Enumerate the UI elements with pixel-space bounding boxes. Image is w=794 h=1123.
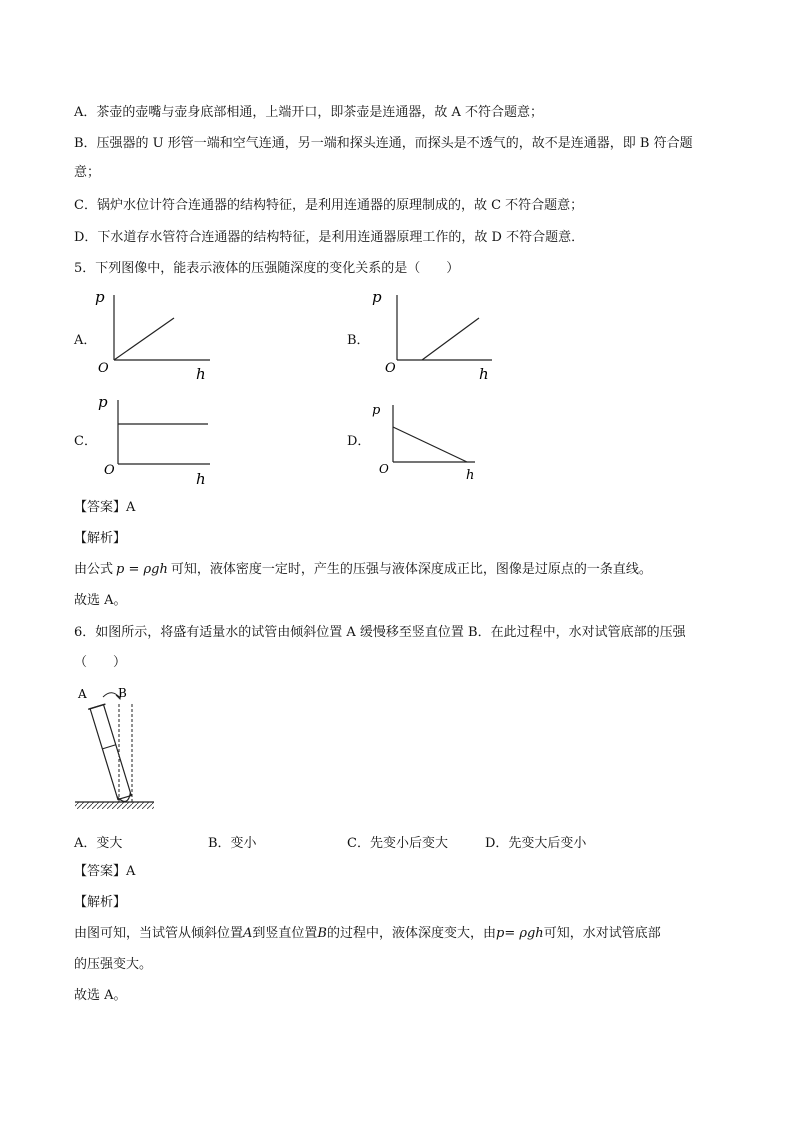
q5-graph-a-h: h bbox=[196, 365, 206, 383]
q6-option-b[interactable]: B．变小 bbox=[208, 836, 257, 851]
q5-graph-b-p: p bbox=[372, 288, 382, 306]
q5-answer: 【答案】A bbox=[74, 500, 136, 515]
q6-formula: p= ρgh bbox=[496, 926, 544, 941]
q4-explain-b-cont: 意； bbox=[74, 165, 101, 180]
q4-explain-c: C．锅炉水位计符合连通器的结构特征，是利用连通器的原理制成的，故 C 不符合题意； bbox=[74, 198, 584, 213]
q6-label-b: B bbox=[118, 686, 127, 700]
q5-option-b-label: B． bbox=[347, 333, 370, 348]
q6-label-a: A bbox=[78, 687, 87, 701]
q5-stem: 5．下列图像中，能表示液体的压强随深度的变化关系的是（ ） bbox=[74, 261, 460, 276]
q6-conclusion: 故选 A。 bbox=[74, 988, 127, 1003]
q6-stem-cont: （ ） bbox=[74, 655, 127, 670]
q4-explain-d: D．下水道存水管符合连通器的结构特征，是利用连通器原理工作的，故 D 不符合题意． bbox=[74, 230, 585, 245]
q6-option-d[interactable]: D．先变大后变小 bbox=[485, 836, 587, 851]
q5-option-d-label: D． bbox=[347, 434, 371, 449]
q6-analysis-title: 【解析】 bbox=[74, 895, 127, 910]
q5-graph-c[interactable] bbox=[90, 392, 220, 492]
q6-pos-b: B bbox=[317, 926, 327, 941]
q5-analysis: 由公式 p = ρgh 可知，液体密度一定时，产生的压强与液体深度成正比，图像是过原点的一条直线。 bbox=[74, 562, 652, 577]
q5-analysis-title: 【解析】 bbox=[74, 531, 127, 546]
q6-stem: 6．如图所示，将盛有适量水的试管由倾斜位置 A 缓慢移至竖直位置 B．在此过程中，水对试管底部的压强 bbox=[74, 625, 686, 640]
q4-explain-a: A．茶壶的壶嘴与壶身底部相通，上端开口，即茶壶是连通器，故 A 不符合题意； bbox=[74, 105, 544, 120]
q5-graph-a[interactable] bbox=[90, 285, 220, 385]
q5-graph-b-h: h bbox=[479, 365, 489, 383]
q5-graph-a-o: O bbox=[98, 361, 109, 376]
q5-graph-b-o: O bbox=[385, 361, 396, 376]
q5-graph-d-p: p bbox=[372, 403, 381, 418]
q5-graph-c-h: h bbox=[196, 470, 206, 488]
q5-graph-a-p: p bbox=[95, 288, 105, 306]
q6-answer: 【答案】A bbox=[74, 864, 136, 879]
q5-graph-c-p: p bbox=[98, 393, 108, 411]
q6-test-tube-figure bbox=[72, 684, 162, 814]
q5-formula: p = ρgh bbox=[116, 562, 168, 577]
q6-analysis-cont: 的压强变大。 bbox=[74, 957, 153, 972]
q5-graph-b[interactable] bbox=[367, 285, 497, 385]
q5-conclusion: 故选 A。 bbox=[74, 593, 127, 608]
q5-graph-d-h: h bbox=[466, 468, 475, 483]
q6-option-c[interactable]: C．先变小后变大 bbox=[347, 836, 448, 851]
q4-explain-b: B．压强器的 U 形管一端和空气连通，另一端和探头连通，而探头是不透气的，故不是连通器，即 B 符合题 bbox=[74, 136, 693, 151]
q5-graph-d-o: O bbox=[379, 462, 389, 476]
q6-option-a[interactable]: A．变大 bbox=[74, 836, 123, 851]
q5-option-c-label: C． bbox=[74, 434, 97, 449]
q5-option-a-label: A． bbox=[74, 333, 97, 348]
q5-graph-c-o: O bbox=[104, 463, 115, 478]
q6-pos-a: A bbox=[243, 926, 253, 941]
q6-analysis: 由图可知，当试管从倾斜位置A到竖直位置B的过程中，液体深度变大，由p= ρgh可知，水对试管底部 bbox=[74, 926, 661, 941]
q5-graph-d[interactable] bbox=[367, 397, 497, 487]
